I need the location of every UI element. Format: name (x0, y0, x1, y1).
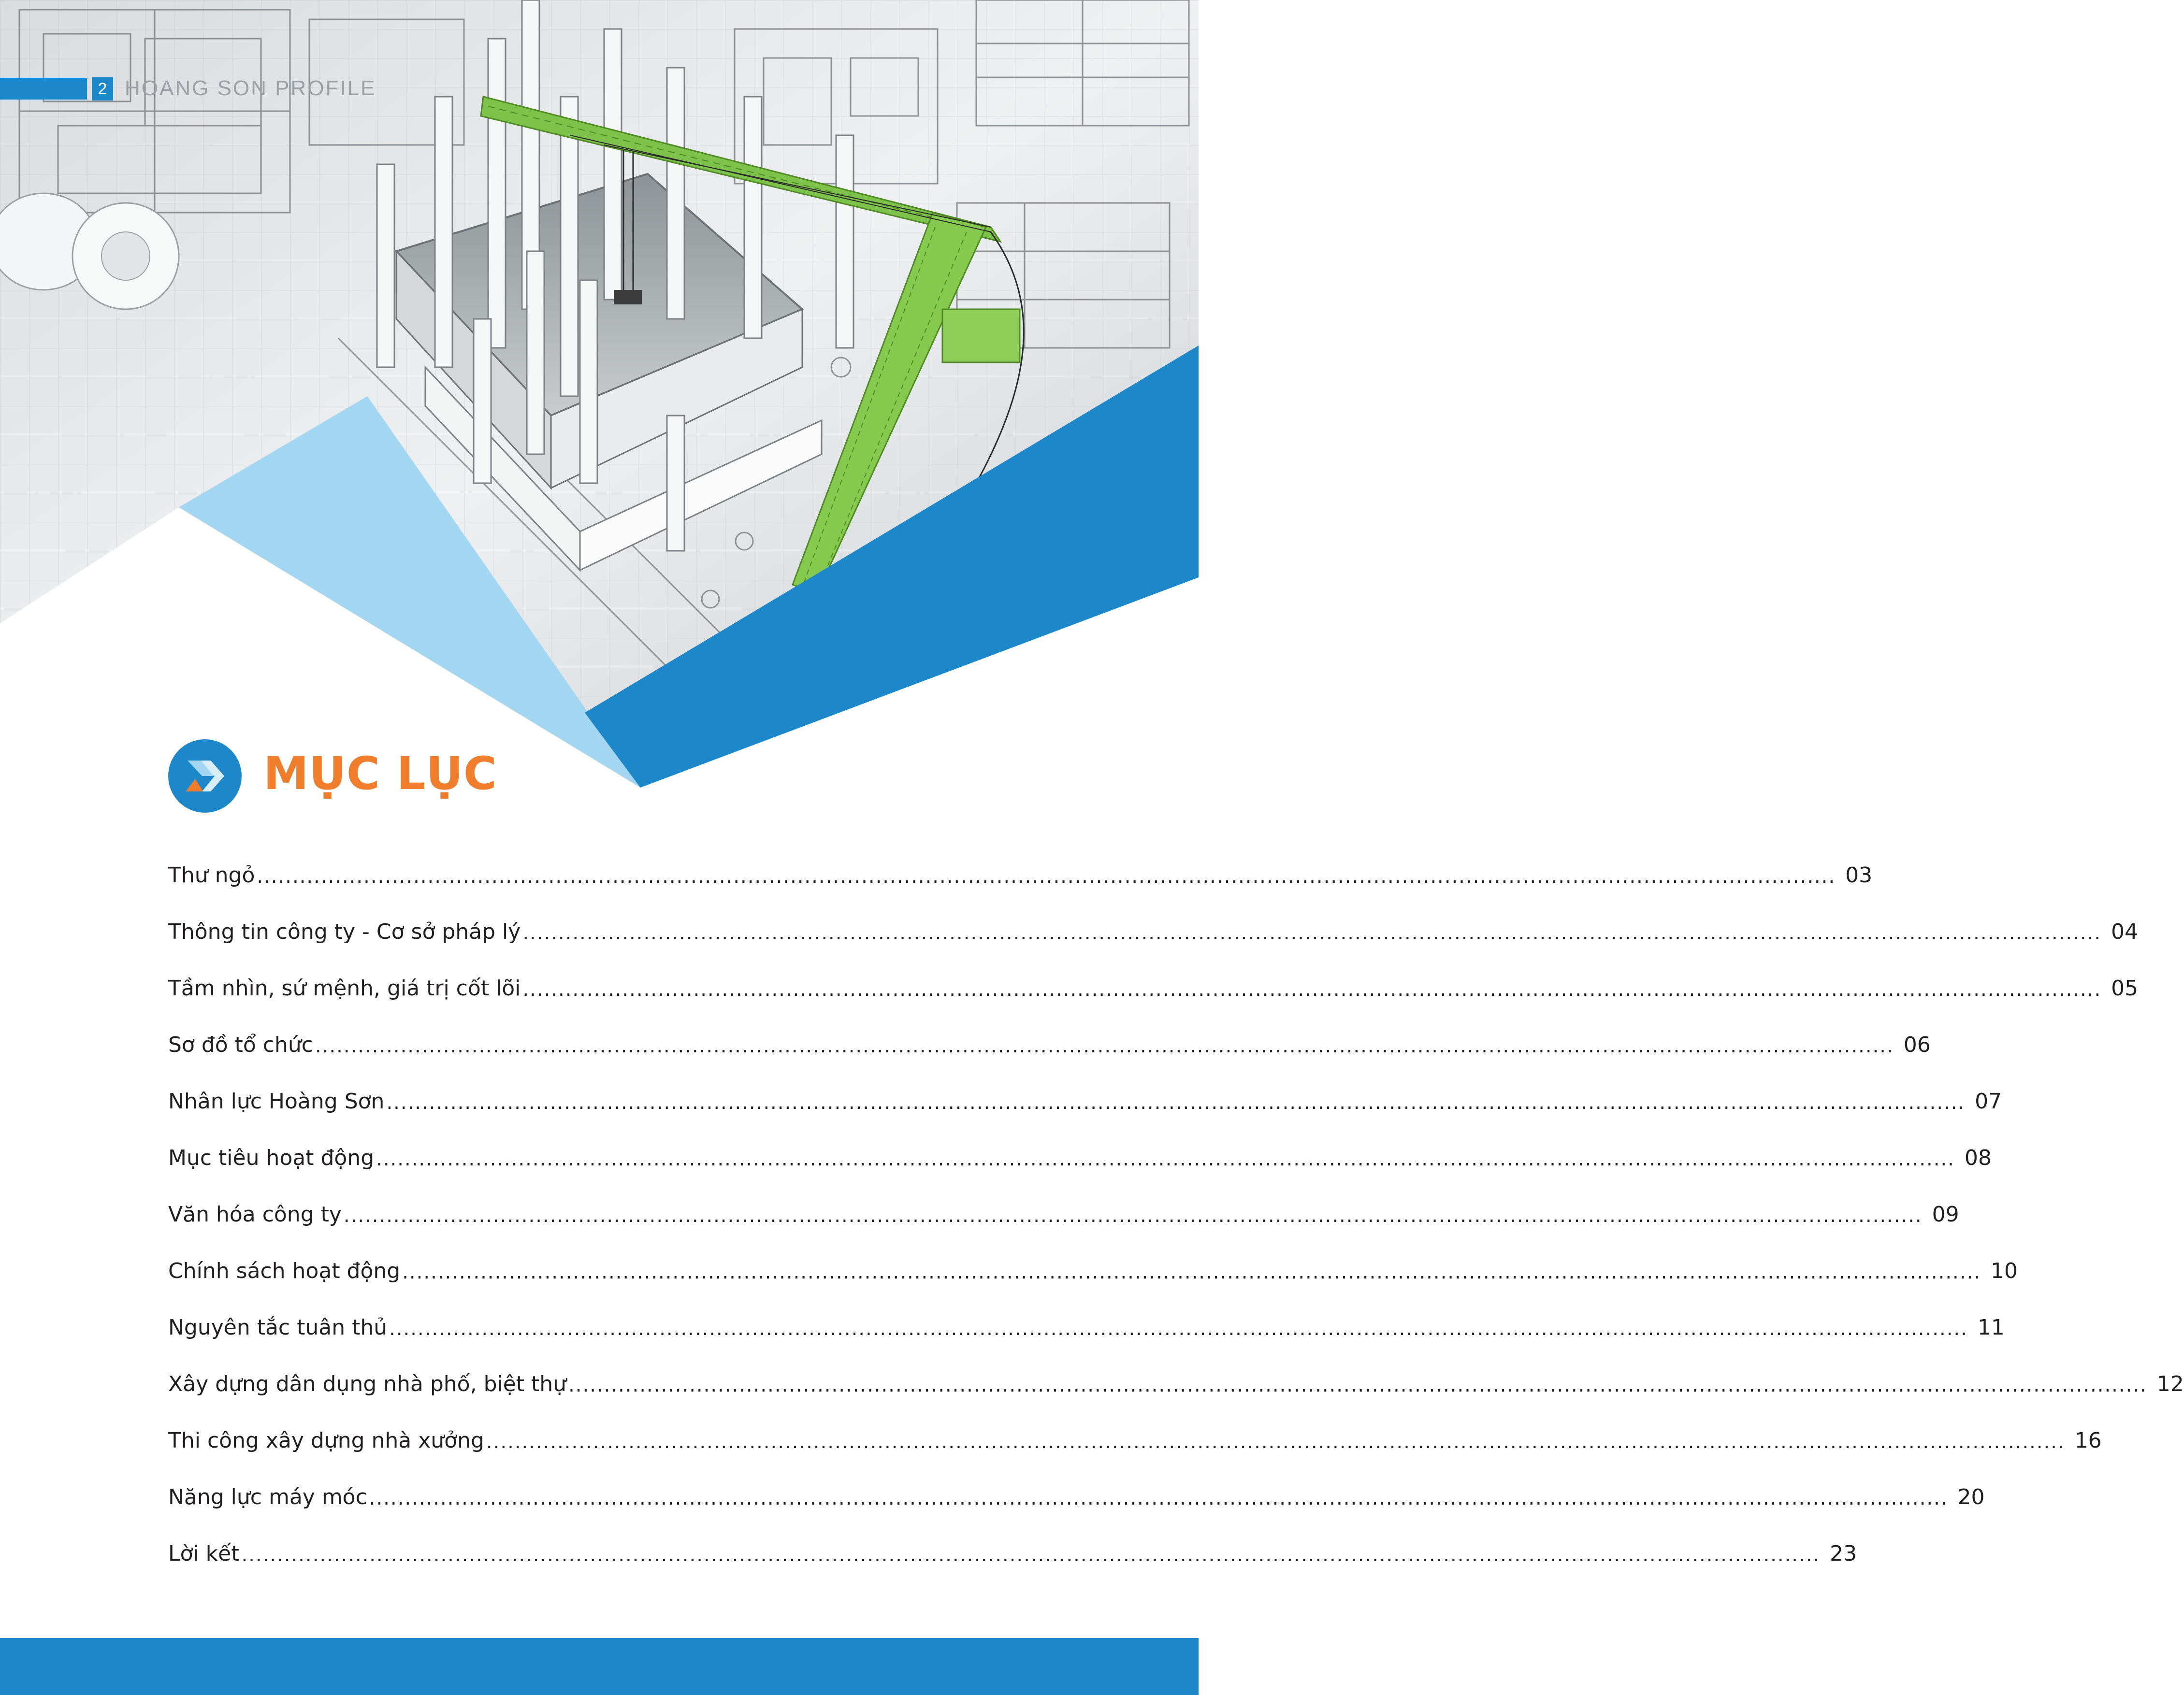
toc-item-page: 20 (1957, 1485, 1985, 1509)
toc-item[interactable] (168, 1396, 2102, 1453)
dot-leader: .............................................................................................................................................................................................................................. (257, 865, 1836, 888)
toc-item-page: 04 (2111, 919, 2139, 944)
dot-leader: .............................................................................................................................................................................................................................. (389, 1318, 1968, 1340)
dot-leader: .............................................................................................................................................................................................................................. (343, 1205, 1923, 1227)
dot-leader: .............................................................................................................................................................................................................................. (376, 1148, 1955, 1170)
hoang-son-logo-icon (168, 739, 242, 813)
toc-item[interactable] (168, 831, 1873, 888)
header-band (0, 78, 87, 100)
dot-leader: .............................................................................................................................................................................................................................. (568, 1374, 2147, 1396)
toc-item[interactable] (168, 1283, 2005, 1340)
toc-item-label: Xây dựng dân dụng nhà phố, biệt thự (168, 1372, 567, 1396)
toc-item[interactable] (168, 1509, 1857, 1566)
toc-item-label: Tầm nhìn, sứ mệnh, giá trị cốt lõi (168, 976, 521, 1001)
toc-item-label: Lời kết (168, 1541, 240, 1566)
toc-item-label: Nhân lực Hoàng Sơn (168, 1089, 385, 1114)
toc-item[interactable] (168, 944, 2139, 1001)
dot-leader: .............................................................................................................................................................................................................................. (369, 1487, 1948, 1509)
dot-leader: .............................................................................................................................................................................................................................. (522, 978, 2102, 1001)
dot-leader: .............................................................................................................................................................................................................................. (402, 1261, 1981, 1283)
dot-leader: .............................................................................................................................................................................................................................. (386, 1092, 1966, 1114)
toc-item[interactable] (168, 1227, 2018, 1283)
toc-item-page: 05 (2111, 976, 2139, 1001)
footer-band (0, 1638, 1199, 1695)
toc-item-page: 09 (1932, 1202, 1959, 1227)
header-title: HOANG SON PROFILE (125, 76, 376, 100)
toc-item-label: Nguyên tắc tuân thủ (168, 1315, 388, 1340)
toc-item-page: 06 (1903, 1033, 1931, 1057)
toc-item-page: 12 (2156, 1372, 2184, 1396)
toc-item[interactable] (168, 1001, 1931, 1057)
toc-item-page: 03 (1845, 863, 1873, 888)
toc-item[interactable] (168, 888, 2139, 944)
toc-item-label: Thông tin công ty - Cơ sở pháp lý (168, 919, 521, 944)
dot-leader: .............................................................................................................................................................................................................................. (522, 922, 2102, 944)
toc-item[interactable] (168, 1340, 2184, 1396)
dot-leader: .............................................................................................................................................................................................................................. (486, 1431, 2065, 1453)
page-number: 2 (92, 77, 113, 101)
toc-item-page: 07 (1975, 1089, 2002, 1114)
toc-item-label: Văn hóa công ty (168, 1202, 342, 1227)
dot-leader: .............................................................................................................................................................................................................................. (241, 1544, 1821, 1566)
toc-item-label: Thi công xây dựng nhà xưởng (168, 1428, 484, 1453)
toc-item[interactable] (168, 1057, 2002, 1114)
toc-title: MỤC LỤC (263, 747, 497, 800)
hero-image (0, 0, 1199, 792)
toc-item[interactable] (168, 1453, 1985, 1509)
toc-item-page: 08 (1964, 1146, 1992, 1170)
toc-item-label: Sơ đồ tổ chức (168, 1033, 313, 1057)
toc-item-page: 16 (2074, 1428, 2102, 1453)
toc-item-label: Năng lực máy móc (168, 1485, 367, 1509)
toc-item-label: Mục tiêu hoạt động (168, 1146, 375, 1170)
toc-item-label: Chính sách hoạt động (168, 1259, 401, 1283)
dot-leader: .............................................................................................................................................................................................................................. (315, 1035, 1894, 1057)
toc-item[interactable] (168, 1170, 1959, 1227)
toc-item[interactable] (168, 1114, 1992, 1170)
toc-item-page: 11 (1977, 1315, 2005, 1340)
toc-list (168, 831, 2184, 1566)
toc-item-page: 23 (1830, 1541, 1857, 1566)
toc-item-label: Thư ngỏ (168, 863, 255, 888)
toc-item-page: 10 (1990, 1259, 2018, 1283)
